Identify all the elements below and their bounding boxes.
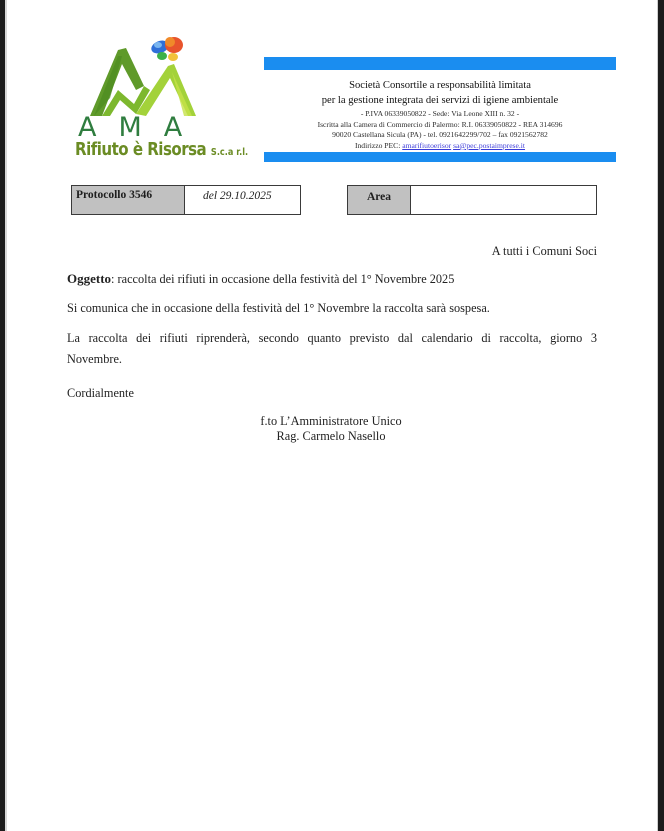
subject-text: : raccolta dei rifiuti in occasione della festività del 1° Novembre 2025 xyxy=(111,272,455,286)
protocol-date: del 29.10.2025 xyxy=(203,190,272,202)
company-pec xyxy=(264,141,616,152)
pec-label: Indirizzo PEC: xyxy=(354,140,403,150)
area-box xyxy=(347,185,597,215)
company-contacts: 90020 Castellana Sicula (PA) - tel. 0921642299/702 – fax 0921562782 xyxy=(332,130,548,140)
page-right-edge xyxy=(658,0,664,831)
logo-company-suffix: S.c.a r.l. xyxy=(210,147,249,158)
logo-brand-text: AMA xyxy=(78,112,205,143)
logo-tagline-text: Rifiuto è Risorsa xyxy=(75,140,207,160)
subject-label: Oggetto xyxy=(67,271,112,286)
page-right-shadow xyxy=(657,0,658,831)
protocol-box xyxy=(71,185,301,215)
closing: Cordialmente xyxy=(67,386,134,400)
company-purpose: per la gestione integrata dei servizi di igiene ambientale xyxy=(321,94,559,106)
header-bottom-bar xyxy=(264,152,616,162)
company-type: Società Consortile a responsabilità limitata xyxy=(349,80,531,91)
subject-line xyxy=(67,271,597,287)
butterfly-icon xyxy=(148,34,188,66)
logo-tagline xyxy=(75,140,248,160)
company-logo xyxy=(70,34,260,166)
signature-title: f.to L’Amministratore Unico xyxy=(260,414,402,428)
paragraph-resumption: La raccolta dei rifiuti riprenderà, secondo quanto previsto dal calendario di raccolta, giorno 3 Novembre. xyxy=(67,331,597,366)
company-registration: Iscritta alla Camera di Commercio di Palermo: R.I. 06339050822 - REA 314696 xyxy=(317,119,563,129)
signature-block xyxy=(200,414,462,443)
company-header xyxy=(264,79,616,151)
recipient: A tutti i Comuni Soci xyxy=(491,244,597,258)
page-left-shadow xyxy=(5,0,7,831)
header-top-bar xyxy=(264,57,616,70)
pec-link-part2[interactable]: sa@pec.postaimprese.it xyxy=(453,140,526,150)
pec-link-part1[interactable]: amarifiutoerisor xyxy=(402,140,452,150)
protocol-number: Protocollo 3546 xyxy=(72,186,185,214)
signature-name: Rag. Carmelo Nasello xyxy=(276,428,386,443)
company-vat-address: - P.IVA 06339050822 - Sede: Via Leone XIII n. 32 - xyxy=(360,109,520,118)
area-label: Area xyxy=(348,186,411,214)
paragraph-suspension: Si comunica che in occasione della festività del 1° Novembre la raccolta sarà sospesa. xyxy=(67,301,490,315)
area-value xyxy=(411,186,596,214)
